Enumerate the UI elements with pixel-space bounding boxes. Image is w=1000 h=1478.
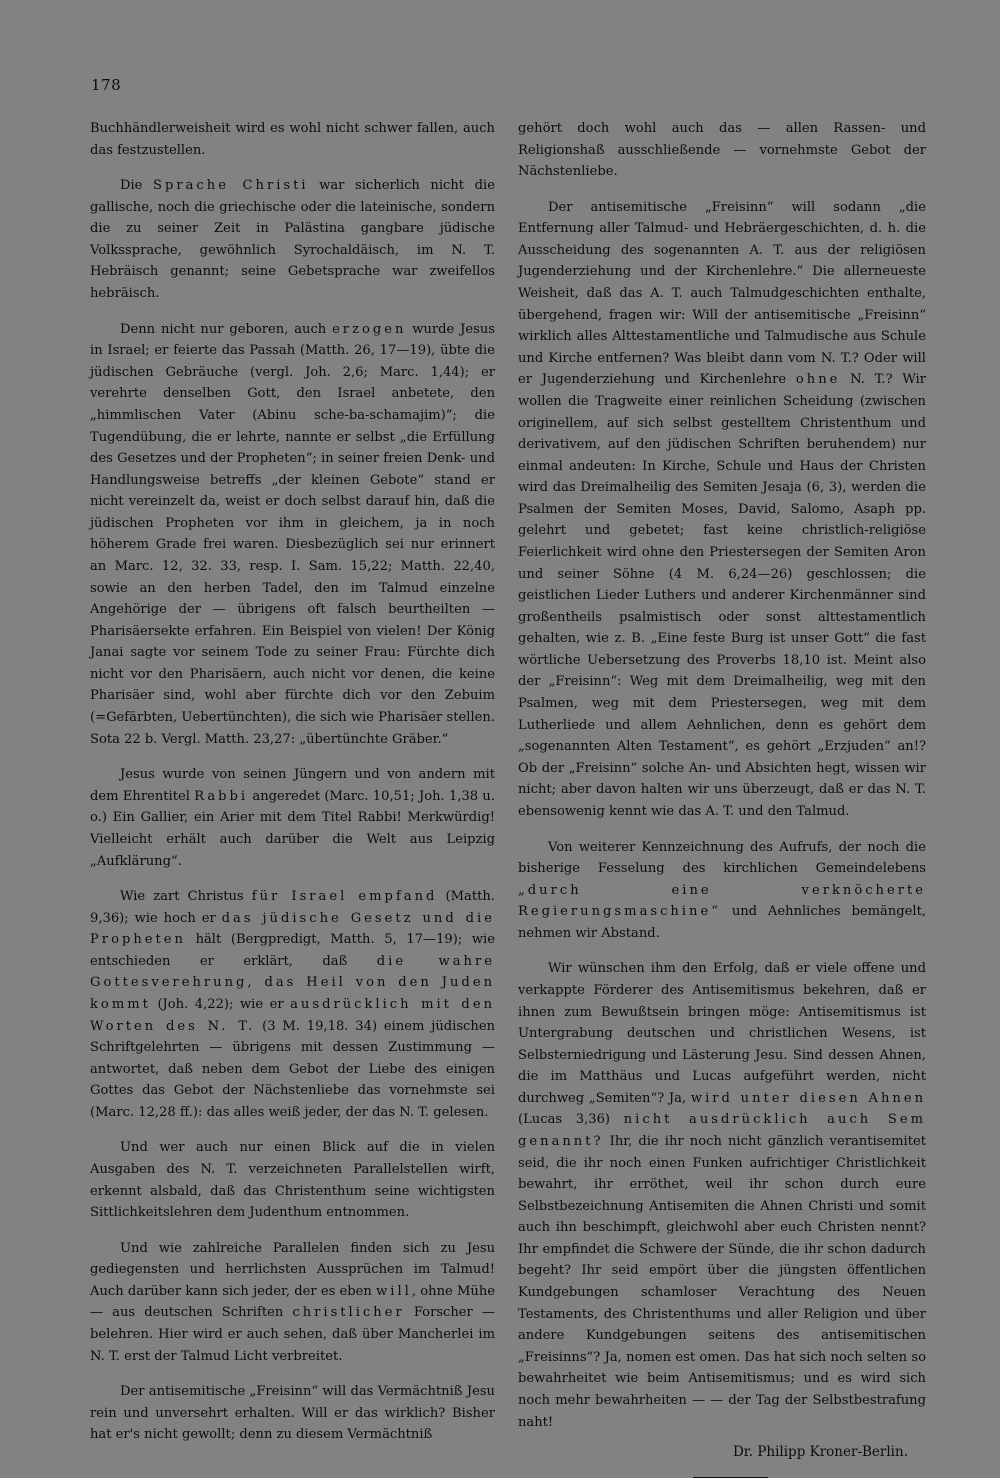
spaced-emphasis: ohne [795,372,841,388]
paragraph-text: Forscher — belehren. Hier wird er auch sehen, daß über Mancherlei im N. T. erst der Talmud Licht verbreitet. [90,1305,495,1364]
spaced-emphasis: Sprache Christi [153,178,309,194]
paragraph-text: Die [120,178,143,194]
spaced-emphasis: die wahre Gottesverehrung, das Heil von den Juden kommt [90,953,495,1012]
paragraph [90,1137,495,1223]
spaced-emphasis: das jüdische Gesetz und die Propheten [90,910,495,948]
paragraph [90,1238,495,1367]
paragraph-text: N. T.? Wir wollen die Tragweite einer reinlichen Scheidung (zwischen originellem, auf sich selbst gestelltem Christenthum und derivativem, auf den jüdischen Schriften beruhendem) nur einmal andeuten: In Kirche, Schule und Haus der Christen wird das Dreimalheilig des Semiten Jesaja (6, 3), werden die Psalmen der Semiten Moses, David, Salomo, Asaph pp. gelehrt und gebetet; fast keine christlich-religiöse Feierlichkeit wird ohne den Priestersegen der Semiten Aron und seiner Söhne (4 M. 6,24—26) geschlossen; die geistlichen Lieder Luthers und anderer Kirchenmänner sind großentheils psalmistisch oder sonst alttestamentlich gehalten, wie z. B. „Eine feste Burg ist unser Gott“ die fast wörtliche Uebersetzung des Proverbs 18,10 ist. Meint also der „Freisinn“: Weg mit dem Dreimalheilig, weg mit den Psalmen, weg mit dem Priestersegen, weg mit dem Lutherliede und allem Aehnlichen, denn es gehört dem „sogenannten Alten Testament“, es gehört „Erzjuden“ an!? Ob der „Freisinn“ solche An- und Absichten hegt, wissen wir nicht; aber davon halten wir uns überzeugt, daß er das N. T. ebensowenig kennt wie das A. T. und den Talmud. [518,372,927,819]
paragraph-text: Wir wünschen ihm den Erfolg, daß er viele offene und verkappte Förderer des Antisemitismus bekehren, daß er ihnen zum Bewußtsein bringen möge: Antisemitismus ist Untergrabung deutschen und christlichen Wesens, ist Selbsterniedrigung und Lästerung Jesu. Sind dessen Ahnen, die im Matthäus und Lucas aufgeführt werden, nicht durchweg „Semiten“? Ja, [518,961,926,1106]
paragraph [518,837,926,945]
paragraph-text: Buchhändlerweisheit wird es wohl nicht schwer fallen, auch das festzustellen. [90,121,495,158]
spaced-emphasis: erzogen [332,321,407,337]
paragraph-text: (Matth. 9,36); wie hoch er [90,889,495,926]
paragraph [90,319,495,751]
left-column [90,118,495,1460]
paragraph-text: Wie zart Christus [120,889,244,905]
paragraph [90,118,495,161]
spaced-emphasis: will [376,1283,412,1299]
paragraph-text: (Lucas 3,36) [518,1112,611,1128]
spaced-emphasis: für Israel empfand [251,889,438,905]
paragraph-text: gehört doch wohl auch das — allen Rassen- und Religionshaß ausschließende — vornehmste Gebot der Nächstenliebe. [518,121,926,180]
paragraph-text: Und wer auch nur einen Blick auf die in vielen Ausgaben des N. T. verzeichneten Parallelstellen wirft, erkennt alsbald, daß das Christenthum seine wichtigsten Sittlichkeitslehren dem Judenthum entnommen. [90,1140,495,1221]
paragraph [518,197,926,823]
paragraph-text: Der antisemitische „Freisinn“ will sodann „die Entfernung aller Talmud- und Hebräergeschichten, d. h. die Ausscheidung des sogenannten A. T. aus der religiösen Jugenderziehung und der Kirchenlehre.“ Die allerneueste Weisheit, daß das A. T. auch Talmudgeschichten enthalte, übergehend, fragen wir: Will der antisemitische „Freisinn“ wirklich alles Alttestamentliche und Talmudische aus Schule und Kirche entfernen? Was bleibt dann vom N. T.? Oder will er Jugenderziehung und Kirchenlehre [518,199,926,388]
spaced-emphasis: „durch eine verknöcherte Regierungsmaschine“ [518,882,926,920]
paragraph-text: , ohne Mühe — aus deutschen Schriften [90,1283,495,1321]
paragraph-text: (Joh. 4,22); wie er [157,996,284,1012]
paragraph [90,886,495,1123]
right-column [518,118,926,1478]
paragraph-text: Jesus wurde von seinen Jüngern und von andern mit dem Ehrentitel [90,767,495,804]
paragraph-text: Ihr, die ihr noch nicht gänzlich verantisemitet seid, die ihr noch einen Funken aufrichtiger Christlichkeit bewahrt, ihr erröthet, weil ihr schon durch eure Selbstbezeichnung Antisemiten die Ahnen Christi und somit auch ihn beschimpft, gleichwohl aber euch Christen nennt? Ihr empfindet die Schwere der Sünde, die ihr schon dadurch begeht? Ihr seid empört über die jüngsten öffentlichen Kundgebungen schamloser Verachtung des Neuen Testaments, des Christenthums und aller Religion und über andere Kundgebungen seitens des antisemitischen „Freisinns“? Ja, nomen est omen. Das hat sich noch selten so bewahrheitet wie beim Antisemitismus; und es wird sich noch mehr bewahrheiten — — der Tag der Selbstbestrafung naht! [518,1134,926,1430]
paragraph-text: Und wie zahlreiche Parallelen finden sich zu Jesu gediegensten und herrlichsten Aussprüchen im Talmud! Auch darüber kann sich jeder, der es eben [90,1240,495,1299]
paragraph-text: hält (Bergpredigt, Matth. 5, 17—19); wie entschieden er erklärt, daß [90,932,495,969]
paragraph-text: angeredet (Marc. 10,51; Joh. 1,38 u. o.) Ein Gallier, ein Arier mit dem Titel Rabbi! Merkwürdig! Vielleicht erhält auch darüber die Welt aus Leipzig „Aufklärung“. [90,788,495,869]
paragraph-text: war sicherlich nicht die gallische, noch die griechische oder die lateinische, sondern die zu seiner Zeit in Palästina gangbare jüdische Volkssprache, gewöhnlich Syrochaldäisch, im N. T. Hebräisch genannt; seine Gebetsprache war zweifellos hebräisch. [90,178,495,302]
page-number: 178 [91,76,122,94]
paragraph [90,1381,495,1446]
paragraph-text: Denn nicht nur geboren, auch [120,321,327,337]
paragraph-text: wurde Jesus in Israel; er feierte das Passah (Matth. 26, 17—19), übte die jüdischen Gebräuche (vergl. Joh. 2,6; Marc. 1,44); er verehrte denselben Gott, den Israel anbetete, den „himmlischen Vater (Abinu sche-ba-schamajim)“; die Tugendübung, die er lehrte, nannte er selbst „die Erfüllung des Gesetzes und der Propheten“; in seiner freien Denk- und Handlungsweise betreffs „der kleinen Gebote“ stand er nicht vereinzelt da, weist er doch selbst darauf hin, daß die jüdischen Propheten vor ihm in gleichem, ja in noch höherem Grade frei waren. Diesbezüglich sei nur erinnert an Marc. 12, 32. 33, resp. I. Sam. 15,22; Matth. 22,40, sowie an den herben Tadel, den im Talmud einzelne Angehörige der — übrigens oft falsch beurtheilten — Pharisäersekte erfahren. Ein Beispiel von vielen! Der König Janai sagte vor seinem Tode zu seiner Frau: Fürchte dich nicht vor den Pharisäern, auch nicht vor denen, die keine Pharisäer sind, wohl aber fürchte dich vor den Zebuim (=Gefärbten, Uebertünchten), die sich wie Pharisäer stellen. Sota 22 b. Vergl. Matth. 23,27: „übertünchte Gräber.“ [90,321,495,747]
paragraph-text: (3 M. 19,18. 34) einem jüdischen Schriftgelehrten — übrigens mit dessen Zustimmung — antwortet, daß neben dem Gebot der Liebe des einigen Gottes das Gebot der Nächstenliebe das vornehmste sei (Marc. 12,28 ff.): das alles weiß jeder, der das N. T. gelesen. [90,1018,496,1120]
paragraph-text: Der antisemitische „Freisinn“ will das Vermächtniß Jesu rein und unversehrt erhalten. Will er das wirklich? Bisher hat er's nicht gewollt; denn zu diesem Vermächtniß [90,1384,495,1443]
author-signature: Dr. Philipp Kroner-Berlin. [732,1444,908,1461]
spaced-emphasis: nicht ausdrücklich auch Sem genannt? [518,1112,926,1150]
spaced-emphasis: Rabbi [194,788,249,804]
paragraph [518,118,926,183]
spaced-emphasis: christlicher [292,1305,405,1321]
paragraph [518,958,926,1433]
paragraph-text: Von weiterer Kennzeichnung des Aufrufs, der noch die bisherige Fesselung des kirchlichen Gemeindelebens [518,839,926,877]
spaced-emphasis: wird unter diesen Ahnen [690,1090,926,1106]
paragraph [90,764,495,872]
paragraph [90,175,495,304]
spaced-emphasis: ausdrücklich mit den Worten des N. T. [90,996,495,1034]
paragraph-text: und Aehnliches bemängelt, nehmen wir Abstand. [518,904,926,941]
